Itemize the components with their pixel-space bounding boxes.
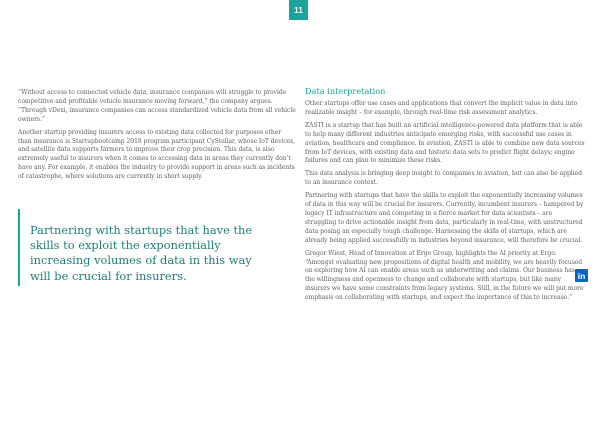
linkedin-icon[interactable]: in — [575, 269, 588, 282]
paragraph: This data analysis is bringing deep insight to companies in aviation, but can also be applied to an insurance context. — [305, 170, 582, 187]
paragraph: Another startup providing insurers access to existing data collected for purposes other than insurance is Startupbootcamp 2018 program participant CyStellar, whose IoT devices, and satellite data supports farmers to improve their crop precision. This data, is also extremely useful to insurers when it comes to accessing data in areas they currently don’t have any. For example, it enables the industry to provide support in areas such as incidents of catastrophe, where solutions are currently in short supply. — [18, 128, 296, 181]
left-column — [18, 89, 296, 186]
pull-quote-text: Partnering with startups that have the skills to exploit the exponentially increasing volumes of data in this way will be crucial for insurers. — [30, 223, 253, 283]
paragraph: Gregor Wiest, Head of Innovation at Ergo Group, highlights the AI priority at Ergo. “Amongst evaluating new propositions of digital health and mobility, we are heavily focused on exploring how AI can enable areas such as underwriting and claims. Our business has the willingness and openness to change and collaborate with startups, but like many insurers we have some constraints from legacy systems. Still, in the future we will put more emphasis on collaborating with startups, and expect the importance of this to increase.” — [305, 249, 584, 302]
section-heading: Data interpretation — [305, 86, 386, 96]
paragraph: Partnering with startups that have the skills to exploit the exponentially increasing volumes of data in this way will be crucial for insurers. Currently, incumbent insurers – hampered by legacy IT infrastructure and competing in a fierce market for data scientists – are struggling to drive actionable insight from data, particularly in real-time, with unstructured data posing an especially tough challenge. Harnessing the skills of startups, which are already being applied successfully in industries beyond insurance, will therefore be crucial. — [305, 192, 584, 244]
paragraph: “Without access to connected vehicle data, insurance companies will struggle to provide competitive and profitable vehicle insurance moving forward,” the company argues. “Through vDexi, insurance companies can access standardized vehicle data from all vehicle owners.” — [18, 89, 296, 123]
page-number: 11 — [289, 0, 308, 20]
paragraph: Other startups offer use cases and applications that convert the implicit value in data into realizable insight – for example, through real-time risk assessment analytics. — [305, 100, 578, 116]
right-column — [305, 86, 585, 307]
pull-quote — [18, 209, 280, 286]
paragraph: ZASTI is a startup that has built an artificial intelligence-powered data platform that is able to help many different industries anticipate emerging risks, with successful use cases in aviation, healthcare and compliance. In aviation, ZASTI is able to combine new data sources from IoT devices, with existing data and historic data sets to predict flight delays; engine failures and can plan to minimize these risks. — [305, 121, 585, 165]
